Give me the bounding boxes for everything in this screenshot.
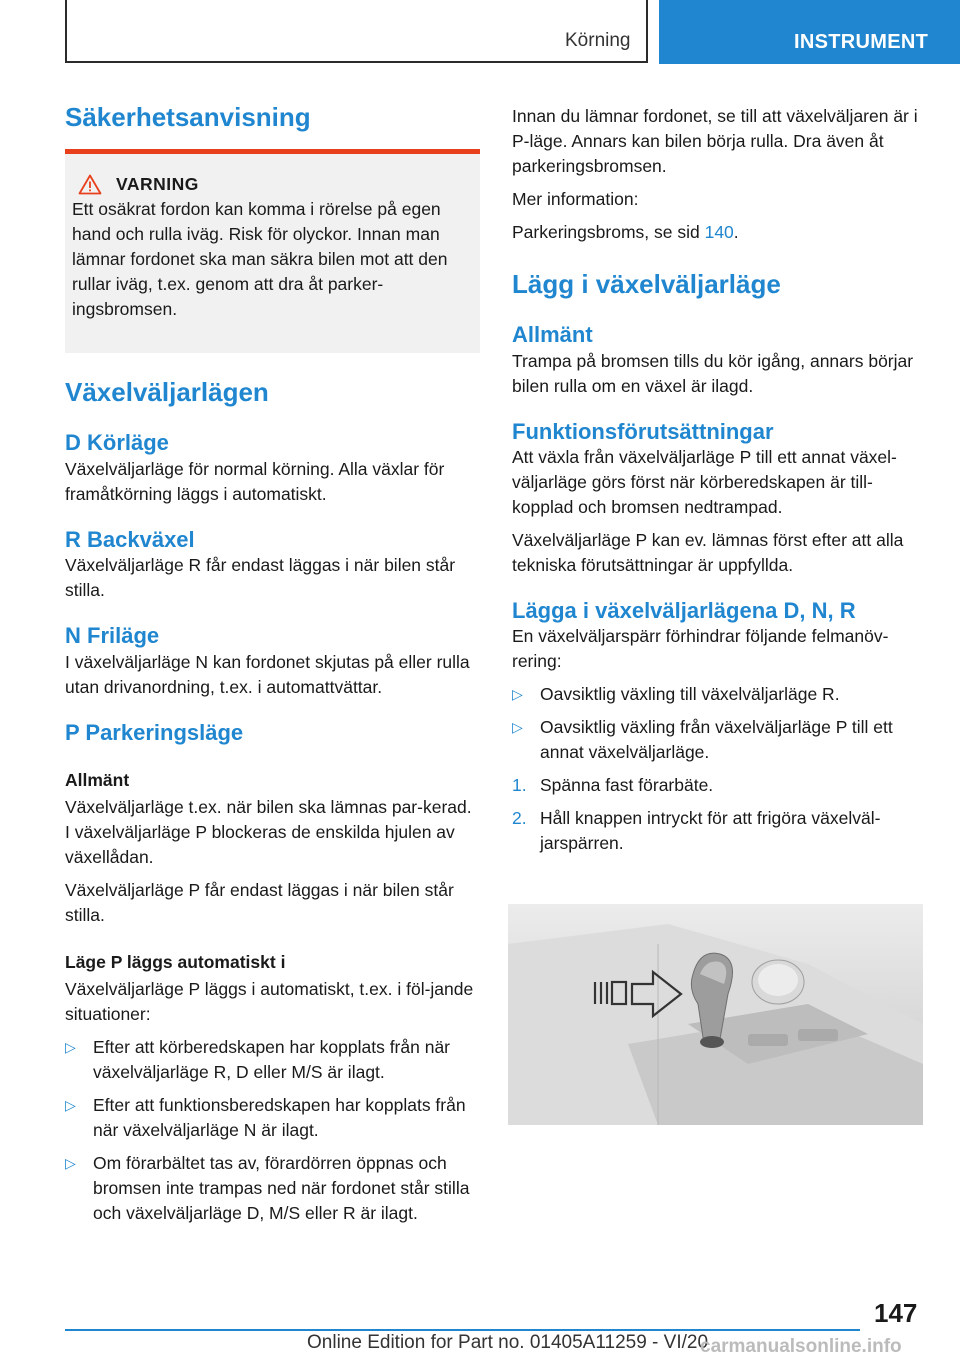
header-chapter: INSTRUMENT xyxy=(659,0,960,64)
heading-gear-positions: Växelväljarlägen xyxy=(65,377,269,408)
triangle-bullet-icon: ▷ xyxy=(65,1154,76,1171)
heading-requirements: Funktionsförutsättningar xyxy=(512,418,774,444)
text-reference: Parkeringsbroms, se sid 140. xyxy=(512,222,739,242)
gear-selector-photo xyxy=(508,904,923,1125)
list-item: ▷ Om förarbältet tas av, förardörren öppnas och bromsen inte trampas ned när fordonet står stilla och växelväljarläge D, M/S eller R är ilagt. xyxy=(65,1152,470,1223)
heading-d: D Körläge xyxy=(65,430,169,456)
warning-triangle-icon xyxy=(78,174,102,195)
text-requirements-1: Att växla från växelväljarläge P till ett annat växel-väljarläge görs först när körberedskapen är till-kopplad och bromsen nedtrampad. xyxy=(512,446,897,517)
page-link[interactable]: 140 xyxy=(704,222,734,242)
warning-label: VARNING xyxy=(116,174,199,195)
footer-edition: Online Edition for Part no. 01405A11259 - VI/20 xyxy=(307,1332,709,1353)
subheading-auto-p: Läge P läggs automatiskt i xyxy=(65,951,286,972)
list-item: ▷ Oavsiktlig växling till växelväljarläge R. xyxy=(512,682,928,707)
list-item: ▷ Oavsiktlig växling från växelväljarläge P till ett annat växelväljarläge. xyxy=(512,717,893,763)
step-item: 1. Spänna fast förarbäte. xyxy=(512,775,714,796)
heading-safety: Säkerhetsanvisning xyxy=(65,102,311,132)
text-r: Växelväljarläge R får endast läggas i när bilen står stilla. xyxy=(65,555,456,601)
heading-dnr: Lägga i växelväljarlägena D, N, R xyxy=(512,597,856,623)
header-section: Körning xyxy=(565,30,631,51)
text-p1: Växelväljarläge t.ex. när bilen ska lämnas par-kerad. I växelväljarläge P blockeras de enskilda hjulen av växellådan. xyxy=(65,796,472,867)
list-item: ▷ Efter att körberedskapen har kopplats från när växelväljarläge R, D eller M/S är ilagt. xyxy=(65,1036,451,1082)
text-intro: Innan du lämnar fordonet, se till att växelväljaren är i P-läge. Annars kan bilen börja rulla. Dra även åt parkeringsbromsen. xyxy=(512,106,918,176)
text-dnr: En växelväljarspärr förhindrar följande felmanöv-rering: xyxy=(512,626,889,672)
heading-r: R Backväxel xyxy=(65,526,195,552)
text-more-info: Mer information: xyxy=(512,189,639,209)
text-p3: Växelväljarläge P läggs i automatiskt, t.ex. i föl-jande situationer: xyxy=(65,978,474,1024)
gear-selector-illustration xyxy=(508,904,923,1125)
text-requirements-2: Växelväljarläge P kan ev. lämnas först efter att alla tekniska förutsättningar är uppfyllda. xyxy=(512,529,904,575)
heading-general: Allmänt xyxy=(512,322,593,348)
warning-text: Ett osäkrat fordon kan komma i rörelse på egen hand och rulla iväg. Risk för olyckor. Innan man lämnar fordonet ska man säkra bilen mot att den rullar iväg, t.ex. genom att dra åt parker-ingsbromsen. xyxy=(72,199,448,320)
header-frame xyxy=(65,0,648,63)
heading-n: N Friläge xyxy=(65,623,160,649)
text-n: I växelväljarläge N kan fordonet skjutas på eller rulla utan drivanordning, t.ex. i automattvättar. xyxy=(65,651,470,697)
text-p2: Växelväljarläge P får endast läggas i när bilen står stilla. xyxy=(65,879,454,925)
footer-rule xyxy=(65,1329,860,1331)
triangle-bullet-icon: ▷ xyxy=(512,686,523,703)
text-d: Växelväljarläge för normal körning. Alla växlar för framåtkörning läggs i automatiskt. xyxy=(65,458,445,504)
steps-list xyxy=(512,773,928,856)
page-number: 147 xyxy=(874,1298,918,1328)
text-general: Trampa på bromsen tills du kör igång, annars börjar bilen rulla om en växel är ilagd. xyxy=(512,350,914,396)
footer-watermark: carmanualsonline.info xyxy=(700,1336,902,1357)
right-column xyxy=(512,104,928,856)
triangle-bullet-icon: ▷ xyxy=(65,1096,76,1113)
auto-p-list xyxy=(65,1035,480,1226)
warning-box xyxy=(65,154,480,353)
warning-title xyxy=(78,174,472,195)
list-item: ▷ Efter att funktionsberedskapen har kopplats från när växelväljarläge N är ilagt. xyxy=(65,1094,466,1140)
dnr-list xyxy=(512,682,928,765)
heading-p: P Parkeringsläge xyxy=(65,719,244,745)
step-item: 2. Håll knappen intryckt för att frigöra växelväl-jarspärren. xyxy=(512,808,881,854)
heading-select-gear: Lägg i växelväljarläge xyxy=(512,269,781,299)
triangle-bullet-icon: ▷ xyxy=(65,1038,76,1055)
subheading-general: Allmänt xyxy=(65,769,130,790)
left-column xyxy=(65,96,480,1226)
triangle-bullet-icon: ▷ xyxy=(512,719,523,736)
